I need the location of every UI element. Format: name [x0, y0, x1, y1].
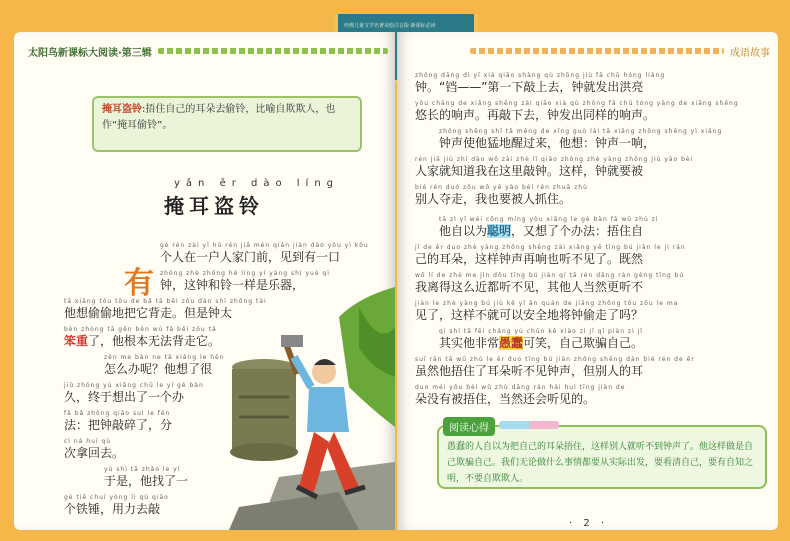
text-line: 钟。“铛——”第一下敲上去，钟就发出洪亮	[415, 80, 644, 94]
text-line: 人家就知道我在这里敲钟。这样，钟就要被	[415, 164, 644, 178]
pinyin-line: gè tiě chuí yòng lì qù qiāo	[64, 494, 169, 501]
pinyin-line: gè rén zài yī hù rén jiā mén qián jiàn dào yǒu yì kǒu	[160, 242, 369, 249]
pinyin-line: bié rén duó zǒu wǒ yě yào bèi rén zhuā zhù	[415, 184, 588, 191]
drop-cap: 有	[124, 266, 154, 301]
pinyin-line: wǒ lí de zhè me jìn dōu tīng bú jiàn qí tā rén dāng rán gèng tīng bú	[415, 272, 685, 279]
pinyin-line: tā xiǎng tōu tōu de bǎ tā bēi zǒu dàn shì zhōng tài	[64, 298, 267, 305]
pinyin-line: duo méi yǒu bèi wǔ zhù dāng rán hái huì tīng jiàn de	[415, 384, 626, 391]
text-line: 己的耳朵，这样钟声再响也听不见了。既然	[415, 252, 644, 266]
book-spread	[14, 14, 778, 534]
text-line: 虽然他捂住了耳朵听不见钟声，但别人的耳	[415, 364, 644, 378]
text-line: 他自以为聪明，又想了个办法：捂住自	[439, 224, 644, 238]
left-page	[14, 32, 395, 530]
pinyin-line: zhōng shēng shǐ tā měng de xǐng guò lái tā xiǎng zhōng shēng yì xiǎng	[439, 128, 723, 135]
pinyin-line: rén jiā jiù zhī dào wǒ zài zhè lǐ qiāo zhōng zhè yàng zhōng jiù yào bèi	[415, 156, 694, 163]
highlight-word: 聪明	[487, 224, 512, 238]
text-line: 个人在一户人家门前，见到有一口	[160, 250, 341, 264]
text-line: 钟声使他猛地醒过来，他想：钟声一响，	[439, 136, 656, 150]
reading-notes-label: 阅读心得	[443, 417, 495, 436]
text-line-highlight-smart	[439, 220, 643, 242]
pinyin-line: tā zì yǐ wéi cōng míng yòu xiǎng le gè bàn fǎ wǔ zhù zì	[439, 216, 659, 223]
pinyin-line: cì ná huí qù	[64, 438, 112, 445]
thief-with-bell-illustration	[219, 287, 395, 530]
header-decoration	[158, 48, 388, 54]
text-line: 其实他非常愚蠢可笑，自己欺骗自己。	[439, 336, 644, 350]
right-page	[397, 32, 778, 530]
text-line: 我离得这么近都听不见，其他人当然更听不	[415, 280, 644, 294]
cover-text: 经典儿童文学名著美绘注音版·新课标必读	[344, 23, 436, 29]
text-line: 悠长的响声。再敲下去，钟发出同样的响声。	[415, 108, 656, 122]
pinyin-line: yōu cháng de xiǎng shēng zài qiāo xià qù zhōng fā chū tóng yàng de xiǎng shēng	[415, 100, 739, 107]
text-line: 见了，这样不就可以安全地将钟偷走了吗？	[415, 308, 644, 322]
note-text: :捂住自己的耳朵去偷铃，比喻自欺欺人，也作“掩耳偷铃”。	[102, 104, 336, 131]
highlight-word: 笨重	[64, 334, 89, 348]
definition-note	[92, 96, 362, 152]
text-line: 个铁锤，用力去敲	[64, 502, 161, 516]
text-line: 法：把钟敲碎了，分	[64, 418, 173, 432]
text-line: 久，终于想出了一个办	[64, 390, 185, 404]
text-line: 别人夺走，我也要被人抓住。	[415, 192, 572, 206]
text-line: 朵没有被捂住，当然还会听见的。	[415, 392, 596, 406]
pinyin-line: yú shì tā zhǎo le yí	[104, 466, 181, 473]
category-tag: 成语故事	[730, 47, 770, 59]
text-line: 怎么办呢？他想了很	[104, 362, 213, 376]
pinyin-line: qí shí tā fēi cháng yú chǔn kě xiào zì jǐ qī piàn zì jǐ	[439, 328, 643, 335]
text-line-highlight	[64, 330, 220, 352]
text-line: 了，他根本无法背走它。	[88, 334, 221, 348]
text-line: 他想偷偷地把它背走。但是钟太	[64, 306, 233, 320]
pinyin-line: jǐ de ěr duo zhè yàng zhōng shēng zài xiǎng yě tīng bú jiàn le jì rán	[415, 244, 686, 251]
reading-notes-text: 愚蠢的人自以为把自己的耳朵捂住，这样别人就听不到钟声了。他这样做是自己欺骗自己。我们无论做什么事情都要从实际出发，要看清自己，要有自知之明，不要自欺欺人。	[447, 442, 754, 484]
pinyin-line: suī rán tā wǔ zhù le ěr duo tīng bú jiàn zhōng shēng dàn bié rén de ěr	[415, 356, 695, 363]
left-header	[28, 42, 388, 60]
highlight-word: 愚蠢	[499, 336, 524, 350]
series-title: 太阳鸟新课标大阅读·第三辑	[28, 47, 152, 59]
tab-decoration	[499, 421, 559, 429]
right-header	[470, 42, 770, 60]
title-pinyin: yǎn ěr dào líng	[174, 178, 340, 189]
pinyin-line: zhōng dāng dì yī xià qiāo shàng qù zhōng jiù fā chū hóng liàng	[415, 72, 666, 79]
pinyin-line: bèn zhòng tā gēn běn wú fǎ bēi zǒu tā	[64, 326, 217, 333]
text-line: 于是，他找了一	[104, 474, 189, 488]
story-title: 掩耳盗铃	[164, 194, 264, 218]
pinyin-line: jiǔ zhōng yú xiǎng chū le yí gè bàn	[64, 382, 204, 389]
reading-notes-box	[437, 425, 767, 489]
note-term: 掩耳盗铃	[102, 104, 142, 115]
text-line: 次拿回去。	[64, 446, 125, 460]
pinyin-line: jiàn le zhè yàng bú jiù kě yǐ ān quán de jiāng zhōng tōu zǒu le ma	[415, 300, 679, 307]
pinyin-line: zhōng zhè zhōng hé líng yí yàng shì yuè qì	[160, 270, 330, 277]
page-number: · 2 ·	[569, 518, 609, 529]
pinyin-line: fǎ bǎ zhōng qiāo suì le fēn	[64, 410, 171, 417]
header-decoration	[470, 48, 724, 54]
pinyin-line: zěn me bàn ne tā xiǎng le hěn	[104, 354, 225, 361]
text-line: 钟，这钟和铃一样是乐器，	[160, 278, 305, 292]
